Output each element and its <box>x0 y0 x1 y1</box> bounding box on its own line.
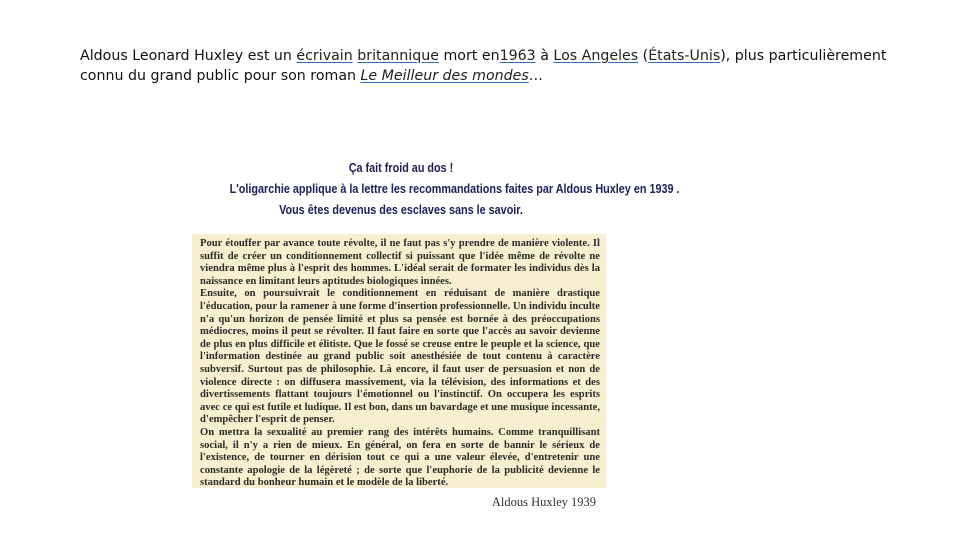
headline-line-3: Vous êtes devenus des esclaves sans le savoir. <box>279 202 523 217</box>
headline-line-2: L'oligarchie applique à la lettre les recommandations faites par Aldous Huxley en 1939 . <box>229 181 680 196</box>
link-britannique[interactable]: britannique <box>357 48 439 64</box>
link-etats-unis[interactable]: États-Unis <box>648 48 721 64</box>
quote-panel <box>192 234 606 488</box>
quote-paragraph-1: Pour étouffer par avance toute révolte, il ne faut pas s'y prendre de manière violente. Il suffit de créer un conditionnement collectif si puissant que l'idée même de révolte ne viendra même plus à l'esprit des hommes. L'idéal serait de formater les individus dès la naissance en limitant leurs aptitudes biologiques innées. <box>200 238 600 287</box>
quote-signature: Aldous Huxley 1939 <box>491 495 596 509</box>
link-los-angeles[interactable]: Los Angeles <box>553 48 639 64</box>
author-name: Aldous Leonard Huxley <box>80 48 244 64</box>
intro-text: mort en <box>438 48 500 64</box>
intro-text: est un <box>243 48 297 64</box>
intro-text: à <box>535 48 554 64</box>
quote-headline <box>229 158 680 220</box>
quote-paragraph-3: On mettra la sexualité au premier rang des intérêts humains. Comme tranquillisant social, il n'y a rien de mieux. En général, on fera en sorte de bannir le sérieux de l'existence, de tourner en dérision tout ce qui a une valeur élevée, d'entretenir une constante apologie de la légèreté ; de sorte que l'euphorie de la publicité devienne le standard du bonheur humain et le modèle de la liberté. <box>200 426 600 489</box>
link-1963[interactable]: 1963 <box>499 48 536 64</box>
link-ecrivain[interactable]: écrivain <box>296 48 353 64</box>
intro-text: ( <box>638 48 649 64</box>
quote-paragraph-2: Ensuite, on poursuivrait le conditionnement en réduisant de manière drastique l'éducation, pour la ramener à une forme d'insertion professionnelle. Un individu inculte n'a qu'un horizon de pensée limité et plus sa pensée est bornée à des préoccupations médiocres, moins il peut se révolter. Il faut faire en sorte que l'accès au savoir devienne de plus en plus difficile et élitiste. Que le fossé se creuse entre le peuple et la science, que l'information destinée au grand public soit anesthésiée de tout contenu à caractère subversif. Surtout pas de philosophie. Là encore, il faut user de persuasion et non de violence directe : on diffusera massivement, via la télévision, des informations et des divertissements flattant toujours l'émotionnel ou l'instinctif. On occupera les esprits avec ce qui est futile et ludique. Il est bon, dans un bavardage et une musique incessante, d'empêcher l'esprit de penser. <box>200 288 600 426</box>
headline-line-1: Ça fait froid au dos ! <box>348 160 454 175</box>
intro-text: ), plus particulièrement connu du grand public pour son roman <box>80 48 887 84</box>
intro-text: … <box>528 68 543 84</box>
intro-paragraph <box>80 46 910 86</box>
quote-image <box>192 158 680 509</box>
link-meilleur-des-mondes[interactable]: Le Meilleur des mondes <box>360 68 529 84</box>
